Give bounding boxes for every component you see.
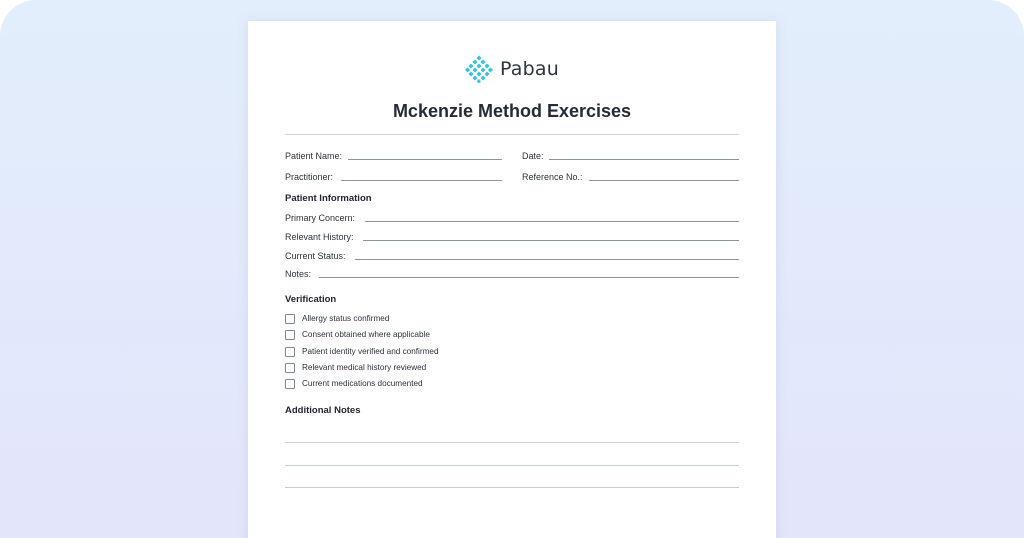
patient-name-field[interactable] (348, 159, 502, 160)
additional-notes-line[interactable] (285, 465, 739, 466)
consent-checkbox[interactable] (285, 330, 295, 340)
checkbox-label: Current medications documented (302, 379, 423, 388)
form-document (248, 21, 776, 538)
reference-field[interactable] (589, 180, 739, 181)
current-status-label: Current Status: (285, 251, 346, 261)
document-title: Mckenzie Method Exercises (392, 101, 632, 121)
additional-notes-heading: Additional Notes (285, 405, 361, 416)
identity-verified-checkbox[interactable] (285, 347, 295, 357)
medications-documented-checkbox[interactable] (285, 379, 295, 389)
primary-concern-field[interactable] (365, 221, 739, 222)
additional-notes-line[interactable] (285, 442, 739, 443)
checkbox-label: Consent obtained where applicable (302, 330, 430, 339)
relevant-history-field[interactable] (363, 240, 739, 241)
title-divider (285, 134, 739, 135)
history-reviewed-checkbox[interactable] (285, 363, 295, 373)
checkbox-label: Relevant medical history reviewed (302, 363, 427, 372)
verification-heading: Verification (285, 294, 337, 305)
patient-name-label: Patient Name: (285, 151, 343, 161)
checkbox-label: Allergy status confirmed (302, 314, 390, 323)
practitioner-field[interactable] (341, 180, 502, 181)
date-field[interactable] (549, 159, 739, 160)
brand-logo (248, 55, 776, 83)
allergy-status-checkbox[interactable] (285, 314, 295, 324)
checkbox-label: Patient identity verified and confirmed (302, 347, 439, 356)
date-label: Date: (522, 151, 544, 161)
reference-label: Reference No.: (522, 172, 583, 182)
notes-label: Notes: (285, 269, 312, 279)
practitioner-label: Practitioner: (285, 172, 334, 182)
notes-field[interactable] (319, 277, 739, 278)
additional-notes-line[interactable] (285, 487, 739, 488)
patient-information-heading: Patient Information (285, 193, 372, 204)
relevant-history-label: Relevant History: (285, 232, 354, 242)
primary-concern-label: Primary Concern: (285, 213, 356, 223)
current-status-field[interactable] (355, 259, 739, 260)
diamond-grid-logo-icon (465, 55, 493, 83)
brand-name: Pabau (500, 58, 559, 80)
